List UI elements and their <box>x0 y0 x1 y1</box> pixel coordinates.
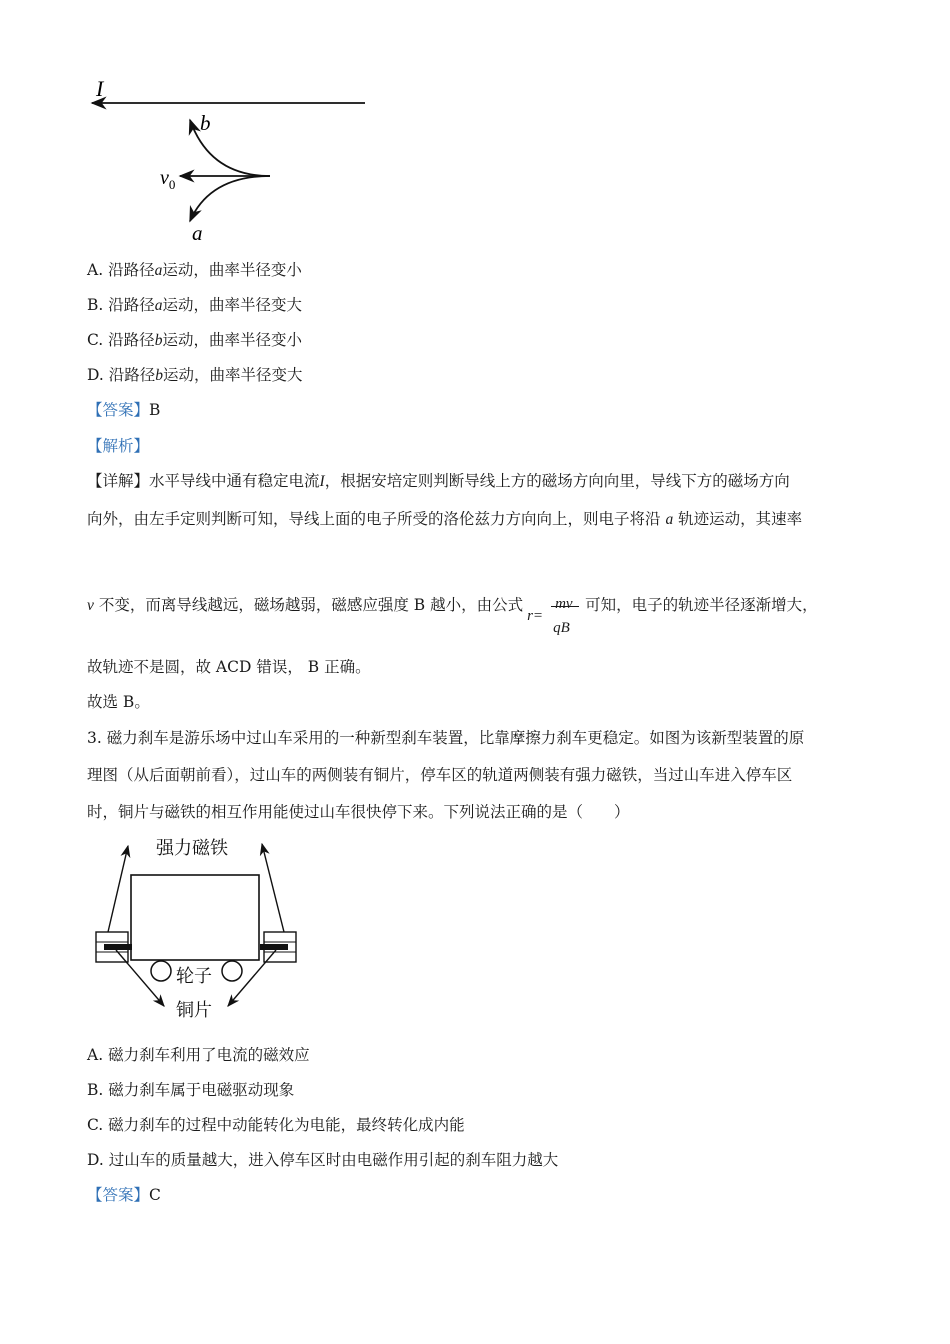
left-wheel <box>151 961 171 981</box>
car-body <box>131 875 259 960</box>
wheel-label: 轮子 <box>176 966 212 987</box>
answer-value: B <box>149 401 161 419</box>
q3-answer <box>87 1185 161 1205</box>
detail-tag: 【详解】 <box>87 472 150 490</box>
q3-option-d: D. 过山车的质量越大，进入停车区时由电磁作用引起的刹车阻力越大 <box>87 1151 559 1169</box>
right-copper-plate <box>260 944 288 950</box>
q2-option-b: B. 沿路径a运动，曲率半径变大 <box>87 296 303 314</box>
radius-formula: r= mv qB <box>527 586 581 626</box>
q2-detail-line-1: 【详解】水平导线中通有稳定电流I，根据安培定则判断导线上方的磁场方向向里，导线下方的磁场方向 <box>87 472 790 490</box>
q2-detail-line-5: 故选 B。 <box>87 693 150 711</box>
q3-stem-line-1: 3. 磁力刹车是游乐场中过山车采用的一种新型刹车装置，比靠摩擦力刹车更稳定。如图为该新型装置的原 <box>87 729 805 747</box>
q2-option-c: C. 沿路径b运动，曲率半径变小 <box>87 331 302 349</box>
answer-value: C <box>149 1186 161 1204</box>
figure-wire-electron <box>80 68 380 248</box>
q2-detail-line-4: 故轨迹不是圆，故 ACD 错误， B 正确。 <box>87 658 371 676</box>
q2-detail-line-2: 向外，由左手定则判断可知，导线上面的电子所受的洛伦兹力方向向上，则电子将沿 a 轨迹运动，其速率 <box>87 510 803 528</box>
answer-tag: 【答案】 <box>87 1186 150 1204</box>
figure-magnetic-brake <box>86 830 316 1030</box>
velocity-subscript: 0 <box>168 177 176 192</box>
arrow-magnet-right <box>262 844 284 932</box>
velocity-label: $v_0$ <box>160 167 176 192</box>
answer-tag: 【答案】 <box>87 401 150 419</box>
path-a-label: a <box>192 221 203 245</box>
path-a <box>190 176 270 221</box>
q2-answer <box>87 400 160 420</box>
q2-option-a: A. 沿路径a运动，曲率半径变小 <box>87 261 302 279</box>
q3-option-b: B. 磁力刹车属于电磁驱动现象 <box>87 1081 295 1099</box>
left-copper-plate <box>104 944 132 950</box>
q2-detail-line-3: v 不变，而离导线越远，磁场越弱，磁感应强度 B 越小，由公式 r= mv qB 可知，电子的轨迹半径逐渐增大， <box>87 585 818 625</box>
magnet-label: 强力磁铁 <box>156 838 228 859</box>
copper-label: 铜片 <box>176 1000 212 1021</box>
q3-stem-line-2: 理图（从后面朝前看），过山车的两侧装有铜片，停车区的轨道两侧装有强力磁铁，当过山车进入停车区 <box>87 766 793 784</box>
arrow-magnet-left <box>108 846 128 932</box>
path-b-label: b <box>200 111 211 135</box>
q3-option-a: A. 磁力刹车利用了电流的磁效应 <box>87 1046 310 1064</box>
current-label: I <box>96 76 104 101</box>
q2-analysis-heading: 【解析】 <box>87 437 150 455</box>
q3-option-c: C. 磁力刹车的过程中动能转化为电能，最终转化成内能 <box>87 1116 465 1134</box>
q2-option-d: D. 沿路径b运动，曲率半径变大 <box>87 366 303 384</box>
q3-stem-line-3: 时，铜片与磁铁的相互作用能使过山车很快停下来。下列说法正确的是（ ） <box>87 803 630 821</box>
right-wheel <box>222 961 242 981</box>
